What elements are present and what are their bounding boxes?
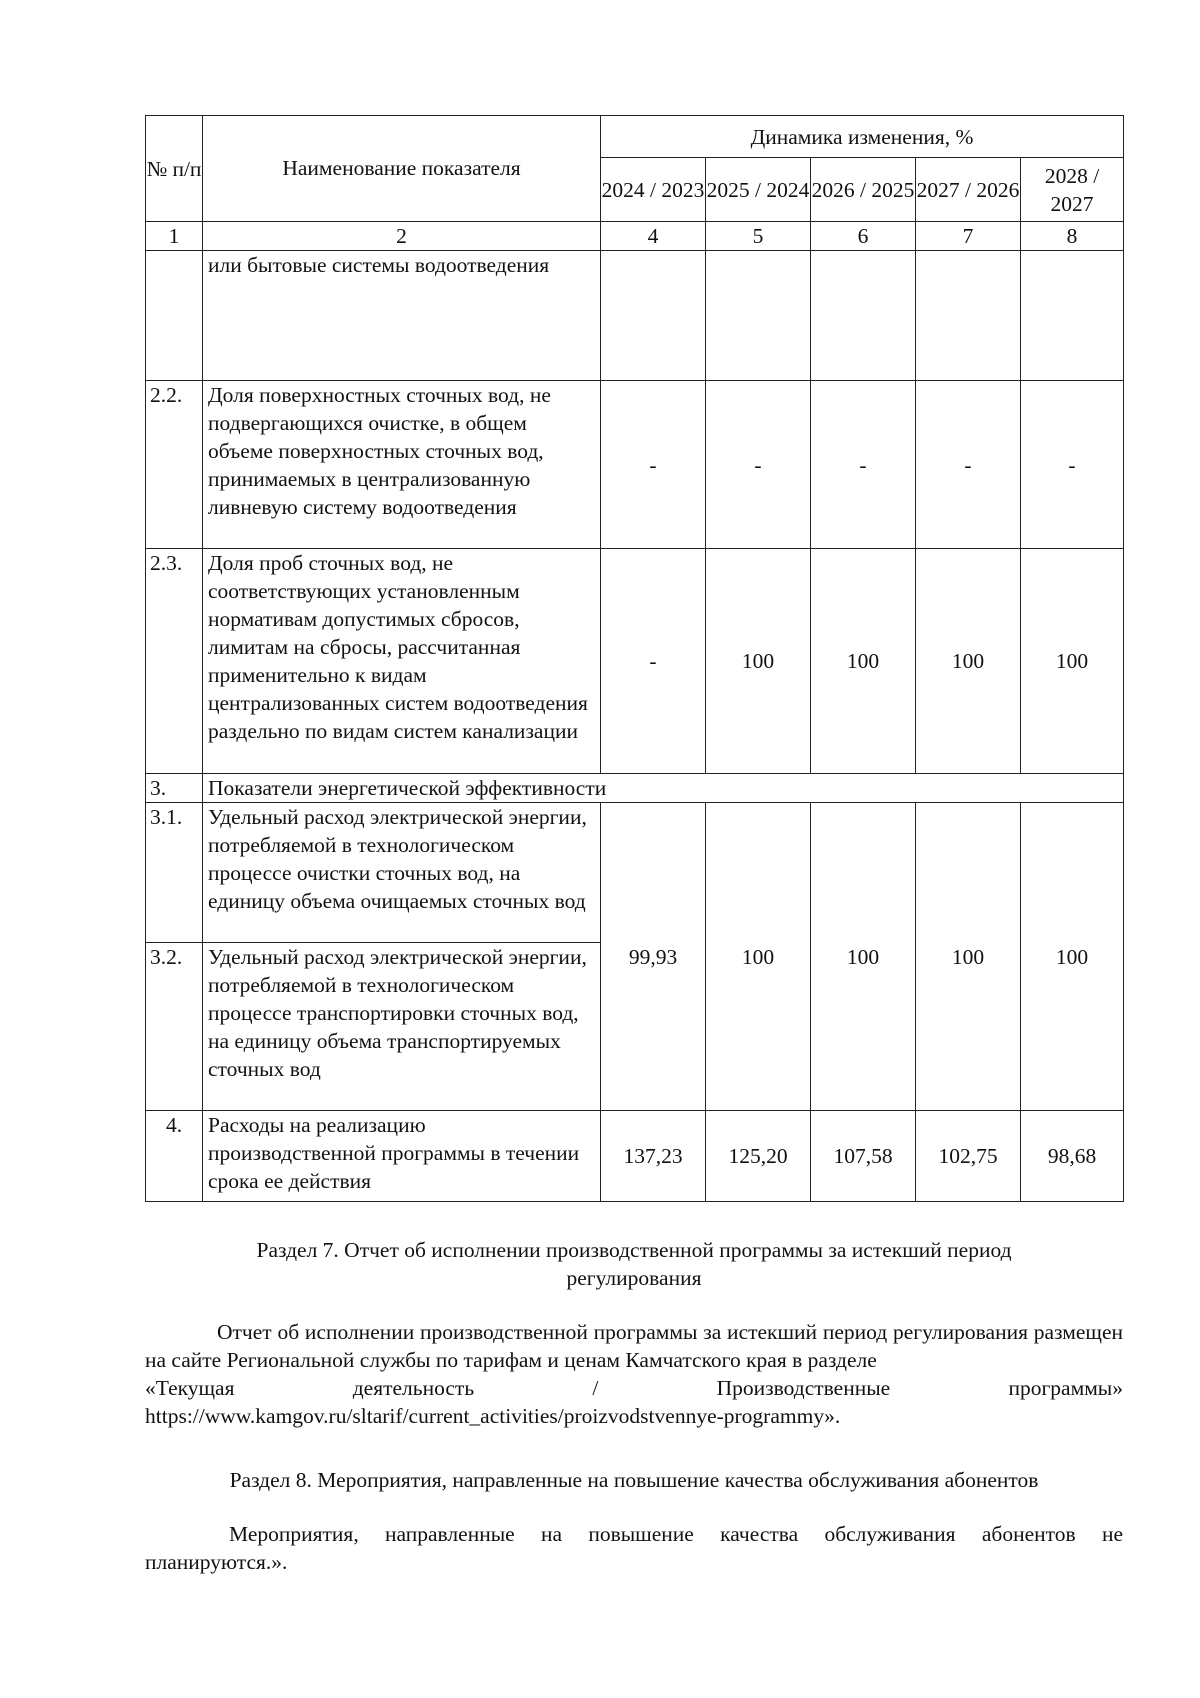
row-value: - [601, 549, 706, 774]
header-year: 2025 / 2024 [706, 158, 811, 222]
col-number: 7 [916, 222, 1021, 251]
col-number: 4 [601, 222, 706, 251]
section7-title: Раздел 7. Отчет об исполнении производственной программы за истекший период регулирования [256, 1238, 1012, 1290]
row-num: 3.1. [146, 803, 203, 943]
row-value: 100 [916, 803, 1021, 1111]
row-value: 100 [1021, 803, 1124, 1111]
header-num: № п/п [146, 116, 203, 222]
col-number: 6 [811, 222, 916, 251]
row-value: - [601, 381, 706, 549]
col-number: 8 [1021, 222, 1124, 251]
row-name: Удельный расход электрической энергии, потребляемой в технологическом процессе очистки сточных вод, на единицу объема очищаемых сточных вод [203, 803, 601, 943]
row-value: - [811, 381, 916, 549]
row-value: - [1021, 381, 1124, 549]
row-num: 4. [146, 1111, 203, 1202]
row-num: 3. [146, 774, 203, 803]
table-row [146, 251, 1124, 381]
table-row [146, 1111, 1124, 1202]
row-name: Доля проб сточных вод, не соответствующих установленным нормативам допустимых сбросов, лимитам на сбросы, рассчитанная применительно к видам централизованных систем водоотведения раздельно по видам систем канализации [203, 549, 601, 774]
header-year: 2028 / 2027 [1021, 158, 1124, 222]
header-dynamics: Динамика изменения, % [601, 116, 1124, 158]
row-value: 100 [706, 549, 811, 774]
column-numbers-row [146, 222, 1124, 251]
section7-paragraph: Отчет об исполнении производственной программы за истекший период регулирования размещен на сайте Региональной службы по тарифам и ценам Камчатского края в разделе [145, 1320, 1123, 1372]
section8-paragraph: Мероприятия, направленные на повышение качества обслуживания абонентов не планируются.». [145, 1522, 1123, 1574]
row-value: - [706, 381, 811, 549]
row-value: 99,93 [601, 803, 706, 1111]
header-year: 2024 / 2023 [601, 158, 706, 222]
section7-paragraph-link-path: «Текущая деятельность / Производственные программы» [145, 1376, 1123, 1400]
row-name: Удельный расход электрической энергии, потребляемой в технологическом процессе транспортировки сточных вод, на единицу объема транспортируемых сточных вод [203, 943, 601, 1111]
row-num: 2.3. [146, 549, 203, 774]
header-year: 2027 / 2026 [916, 158, 1021, 222]
header-name: Наименование показателя [203, 116, 601, 222]
section8-title: Раздел 8. Мероприятия, направленные на повышение качества обслуживания абонентов [229, 1468, 1039, 1492]
row-name: Доля поверхностных сточных вод, не подвергающихся очистке, в общем объеме поверхностных сточных вод, принимаемых в централизованную ливневую систему водоотведения [203, 381, 601, 549]
row-value: 100 [916, 549, 1021, 774]
row-value: 100 [706, 803, 811, 1111]
row-value: 98,68 [1021, 1111, 1124, 1202]
row-name: или бытовые системы водоотведения [203, 251, 601, 381]
section-heading: Показатели энергетической эффективности [203, 774, 1124, 803]
col-number: 2 [203, 222, 601, 251]
row-value: 125,20 [706, 1111, 811, 1202]
row-value: - [916, 381, 1021, 549]
table-row [146, 381, 1124, 549]
table-section-row [146, 774, 1124, 803]
row-num: 2.2. [146, 381, 203, 549]
header-row [146, 116, 1124, 158]
header-year: 2026 / 2025 [811, 158, 916, 222]
row-value: 102,75 [916, 1111, 1021, 1202]
row-num: 3.2. [146, 943, 203, 1111]
row-value: 100 [1021, 549, 1124, 774]
section7-url: https://www.kamgov.ru/sltarif/current_activities/proizvodstvennye-programmy». [145, 1404, 841, 1428]
col-number: 1 [146, 222, 203, 251]
col-number: 5 [706, 222, 811, 251]
row-value: 107,58 [811, 1111, 916, 1202]
row-name: Расходы на реализацию производственной программы в течении срока ее действия [203, 1111, 601, 1202]
row-value: 137,23 [601, 1111, 706, 1202]
row-value: 100 [811, 549, 916, 774]
row-num [146, 251, 203, 381]
indicators-table [145, 115, 1124, 1202]
table-row [146, 803, 1124, 943]
table-row [146, 549, 1124, 774]
row-value: 100 [811, 803, 916, 1111]
